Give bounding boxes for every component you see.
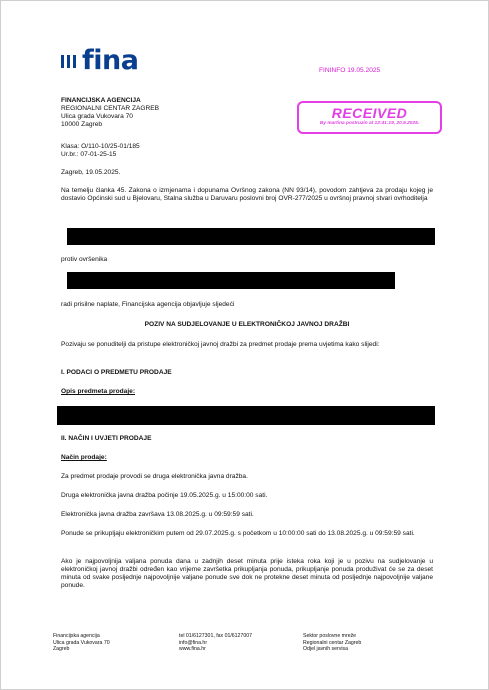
notice-heading: POZIV NA SUDJELOVANJE U ELEKTRONIČKOJ JAVNOJ DRAŽBI [144,321,350,328]
footer-line: Sektor poslovne mreže [303,633,357,639]
footer-line: Odjel javnih servisa [303,646,348,653]
sender-city: 10000 Zagreb [61,121,103,128]
date-place: Zagreb, 19.05.2025. [61,169,121,176]
sender-block [61,97,159,129]
method-paragraph-1: Za predmet prodaje provodi se druga elektronička javna dražba. [61,473,248,480]
against-debtor: protiv ovršenika [61,256,108,263]
logo-bars-icon [61,55,76,68]
footer-line: tel 01/6127301, fax 01/6127007 [179,633,252,639]
redacted-creditor [67,228,435,245]
method-paragraph-2: Druga elektronička javna dražba počinje 19.05.2025.g. u 15:00:00 sati. [61,492,268,499]
stamp-title: RECEIVED [331,105,408,121]
urbroj: Ur.br.: 07-01-25-15 [61,151,117,158]
footer-line: info@fina.hr [179,639,208,646]
footer-line: Financijska agencija [53,633,100,639]
intro-paragraph: Na temelju članka 45. Zakona o izmjenama i dopunama Ovršnog zakona (NN 93/14), povodom zahtjeva za prodaju kojeg je dostavio Općinski sud u Bjelovaru, Stalna služba u Daruvaru poslovni broj OVR-277/2025 u ovršnoj pravnoj stvari ovrhoditelja [61,187,433,202]
received-stamp [297,101,442,134]
invite-paragraph: Pozivaju se ponuditelji da pristupe elektroničkoj javnoj dražbi za predmet prodaje prema uvjetima kako slijedi: [61,341,380,348]
subject-label: Opis predmeta prodaje: [61,388,136,395]
method-label: Način prodaje: [61,454,107,461]
sender-unit: REGIONALNI CENTAR ZAGREB [61,105,160,112]
footer-line: Regionalni centar Zagreb [303,639,362,646]
section-1-heading: I. PODACI O PREDMETU PRODAJE [61,369,172,376]
footer-line: Zagreb [53,646,70,653]
section-2-heading: II. NAČIN I UVJETI PRODAJE [61,435,152,442]
logo-text: fina [82,45,139,76]
fininfo-date: FININFO 19.05.2025 [319,67,381,74]
method-paragraph-5: Ako je najpovoljnija valjana ponuda dana u zadnjih deset minuta prije isteka roka koji je u pozivu na sudjelovanje u elektroničkoj javnoj dražbi određen kao vrijeme završetka prikupljanja ponuda, prikupljanje ponuda produživat će se za deset minuta od svake posljednje najpovoljnije valjane ponude sve dok ne protekne deset minuta od posljednje najpovoljnije valjane ponude. [61,558,433,589]
fina-logo [61,47,138,75]
footer-department [303,633,361,653]
purpose-line: radi prisilne naplate, Financijska agencija objavljuje sljedeći [61,301,235,308]
footer-contact [179,633,252,653]
sender-org: FINANCIJSKA AGENCIJA [61,97,141,104]
sender-street: Ulica grada Vukovara 70 [61,113,133,120]
method-paragraph-3: Elektronička javna dražba završava 13.08.2025.g. u 09:59:59 sati. [61,511,254,518]
footer-line: www.fina.hr [179,646,206,653]
reference-block [61,143,140,159]
footer-address [53,633,110,653]
klasa: Klasa: O/110-10/25-01/185 [61,143,140,150]
stamp-subtitle: By martina postruzin at 12:41:19, 20.5.2025. [319,121,420,126]
method-paragraph-4: Ponude se prikupljaju elektroničkim putem od 29.07.2025.g. s početkom u 10:00:00 sati do 13.08.2025.g. u 09:59:59 sati. [61,530,415,537]
footer-line: Ulica grada Vukovara 70 [53,639,110,646]
redacted-subject [57,406,435,425]
redacted-debtor [67,272,395,289]
